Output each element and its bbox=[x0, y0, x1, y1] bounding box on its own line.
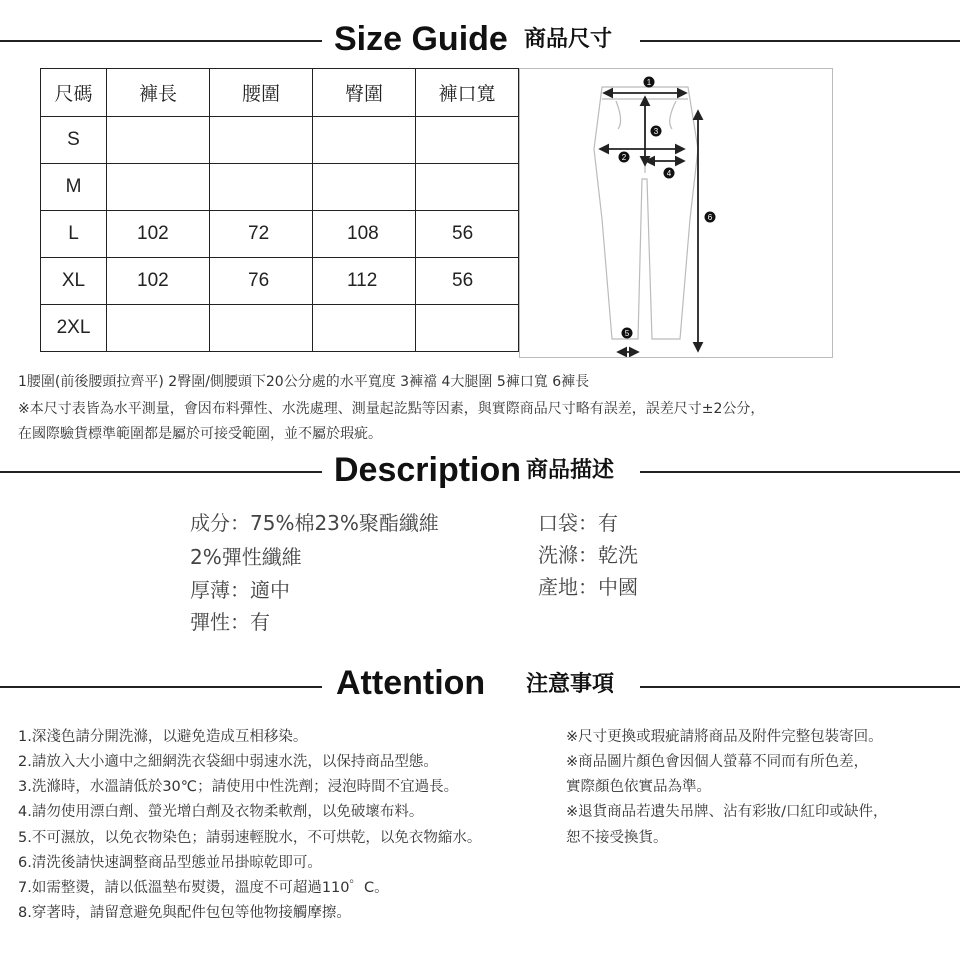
svg-text:2: 2 bbox=[621, 153, 627, 162]
table-cell bbox=[107, 164, 210, 211]
table-cell: 56 bbox=[416, 258, 519, 305]
table-cell: 102 bbox=[107, 211, 210, 258]
table-cell: 72 bbox=[210, 211, 313, 258]
table-cell: 112 bbox=[313, 258, 416, 305]
table-cell bbox=[313, 117, 416, 164]
header-length: 褲長 bbox=[107, 69, 210, 117]
table-cell bbox=[416, 164, 519, 211]
svg-text:4: 4 bbox=[666, 169, 672, 178]
care-item-3: 3.洗滌時，水溫請低於30℃；請使用中性洗劑；浸泡時間不宜過長。 bbox=[18, 779, 459, 795]
measurement-note-2: 在國際驗貨標準範圍都是屬於可接受範圍，並不屬於瑕疵。 bbox=[18, 426, 382, 442]
size-guide-title: Size Guide bbox=[334, 20, 508, 58]
size-label: S bbox=[41, 117, 107, 164]
pants-diagram-icon bbox=[520, 69, 832, 357]
attention-title-zh: 注意事項 bbox=[526, 672, 615, 697]
table-row bbox=[41, 117, 519, 164]
size-label: M bbox=[41, 164, 107, 211]
description-title-zh: 商品描述 bbox=[526, 458, 615, 483]
table-row bbox=[41, 211, 519, 258]
table-cell: 56 bbox=[416, 211, 519, 258]
table-header-row bbox=[41, 69, 519, 117]
size-label: L bbox=[41, 211, 107, 258]
desc-thickness: 厚薄：適中 bbox=[190, 578, 290, 602]
table-row bbox=[41, 164, 519, 211]
table-cell: 102 bbox=[107, 258, 210, 305]
desc-material-2: 2%彈性纖維 bbox=[190, 545, 302, 569]
care-item-8: 8.穿著時，請留意避免與配件包包等他物接觸摩擦。 bbox=[18, 905, 351, 921]
header-hip: 臀圍 bbox=[313, 69, 416, 117]
table-cell bbox=[313, 164, 416, 211]
table-cell: 76 bbox=[210, 258, 313, 305]
size-guide-title-zh: 商品尺寸 bbox=[524, 27, 613, 52]
marker-1-icon bbox=[644, 77, 655, 88]
table-cell bbox=[313, 305, 416, 352]
measurement-note: ※本尺寸表皆為水平測量，會因布料彈性、水洗處理、測量起訖點等因素，與實際商品尺寸略有誤差，誤差尺寸±2公分， bbox=[18, 401, 765, 417]
table-cell bbox=[210, 164, 313, 211]
marker-5-icon bbox=[622, 328, 633, 339]
marker-6-icon bbox=[705, 212, 716, 223]
table-row bbox=[41, 258, 519, 305]
care-item-5: 5.不可濕放，以免衣物染色；請弱速輕脫水，不可烘乾，以免衣物縮水。 bbox=[18, 830, 482, 846]
header-hem: 褲口寬 bbox=[416, 69, 519, 117]
table-cell bbox=[416, 117, 519, 164]
section-rule-left bbox=[0, 686, 322, 688]
section-rule-right bbox=[640, 686, 960, 688]
header-waist: 腰圍 bbox=[210, 69, 313, 117]
table-cell bbox=[416, 305, 519, 352]
table-cell bbox=[210, 117, 313, 164]
care-item-2: 2.請放入大小適中之細網洗衣袋細中弱速水洗，以保持商品型態。 bbox=[18, 754, 438, 770]
return-note-1: ※尺寸更換或瑕疵請將商品及附件完整包裝寄回。 bbox=[566, 729, 883, 745]
table-row bbox=[41, 305, 519, 352]
care-item-6: 6.清洗後請快速調整商品型態並吊掛晾乾即可。 bbox=[18, 855, 322, 871]
section-rule-left bbox=[0, 471, 322, 473]
measurement-legend: 1腰圍(前後腰頭拉齊平) 2臀圍/側腰頭下20公分處的水平寬度 3褲襠 4大腿圍 5褲口寬 6褲長 bbox=[18, 374, 590, 390]
table-cell bbox=[210, 305, 313, 352]
table-cell bbox=[107, 305, 210, 352]
section-rule-left bbox=[0, 40, 322, 42]
marker-3-icon bbox=[651, 126, 662, 137]
return-note-2: ※商品圖片顏色會因個人螢幕不同而有所色差， bbox=[566, 754, 869, 770]
care-item-4: 4.請勿使用漂白劑、螢光增白劑及衣物柔軟劑，以免破壞布料。 bbox=[18, 804, 424, 820]
return-note-5: 恕不接受換貨。 bbox=[566, 830, 668, 846]
attention-title: Attention bbox=[336, 664, 486, 702]
desc-pocket: 口袋：有 bbox=[538, 511, 618, 535]
care-item-7: 7.如需整燙，請以低溫墊布熨燙，溫度不可超過110゜C。 bbox=[18, 880, 389, 896]
section-rule-right bbox=[640, 40, 960, 42]
svg-text:3: 3 bbox=[653, 127, 659, 136]
desc-material: 成分：75%棉23%聚酯纖維 bbox=[190, 511, 439, 535]
svg-text:6: 6 bbox=[707, 213, 713, 222]
return-note-3: 實際顏色依實品為準。 bbox=[566, 779, 711, 795]
marker-2-icon bbox=[619, 152, 630, 163]
size-label: 2XL bbox=[41, 305, 107, 352]
section-rule-right bbox=[640, 471, 960, 473]
care-item-1: 1.深淺色請分開洗滌，以避免造成互相移染。 bbox=[18, 729, 308, 745]
desc-elasticity: 彈性：有 bbox=[190, 610, 270, 634]
header-size: 尺碼 bbox=[41, 69, 107, 117]
description-title: Description bbox=[334, 451, 522, 489]
svg-text:1: 1 bbox=[646, 78, 652, 87]
table-cell: 108 bbox=[313, 211, 416, 258]
svg-text:5: 5 bbox=[624, 329, 630, 338]
marker-4-icon bbox=[664, 168, 675, 179]
desc-washing: 洗滌：乾洗 bbox=[538, 543, 638, 567]
size-label: XL bbox=[41, 258, 107, 305]
size-table bbox=[40, 68, 519, 352]
desc-origin: 產地：中國 bbox=[538, 575, 638, 599]
measurement-diagram bbox=[519, 68, 833, 358]
pants-outline-icon bbox=[594, 87, 698, 339]
table-cell bbox=[107, 117, 210, 164]
return-note-4: ※退貨商品若遺失吊牌、沾有彩妝/口紅印或缺件， bbox=[566, 804, 888, 820]
